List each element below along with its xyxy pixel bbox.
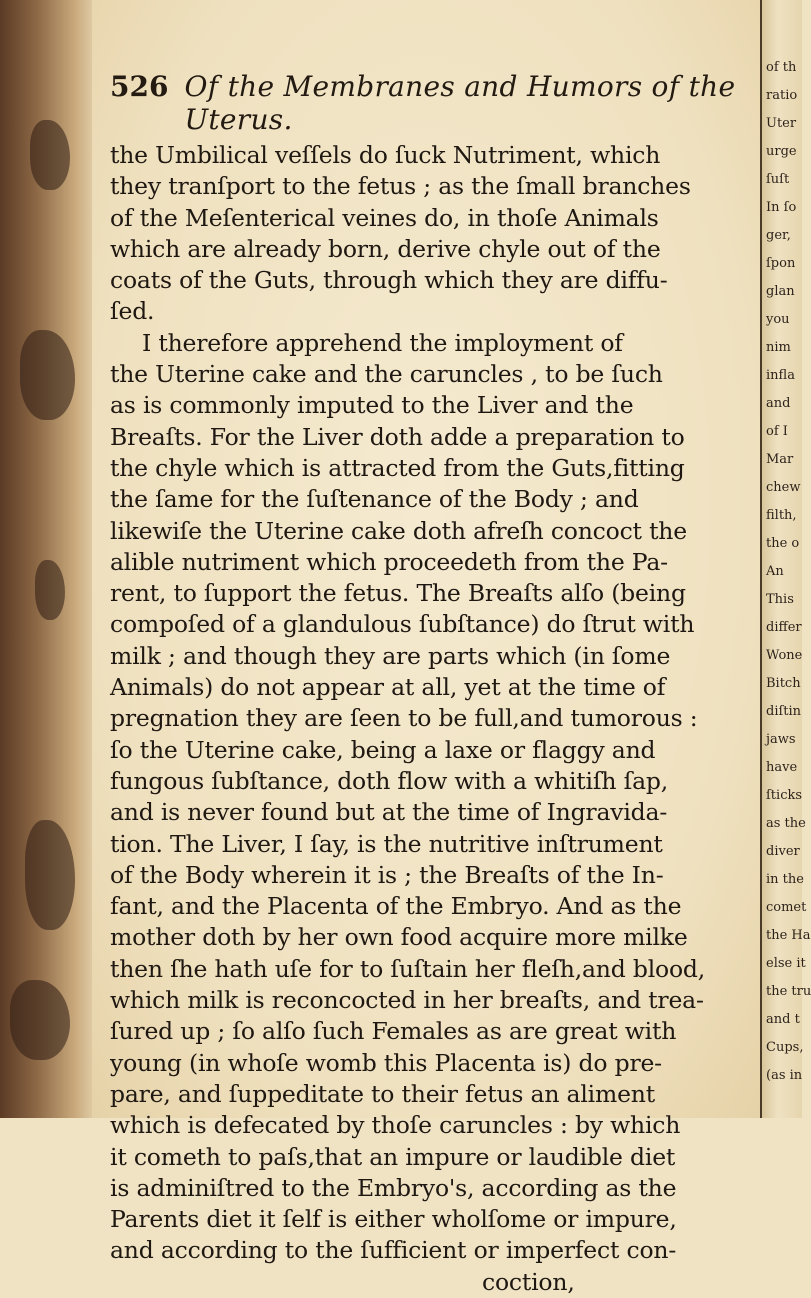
adjacent-page-fragment: in the (766, 872, 804, 887)
adjacent-page-fragment: you (766, 312, 790, 327)
adjacent-page-fragment: glan (766, 284, 795, 299)
page-header (110, 70, 750, 136)
text-line: pregnation they are ſeen to be full,and tumorous : (110, 704, 698, 733)
body-text (110, 140, 750, 1298)
running-title: Of the Membranes and Humors of the Uterus. (184, 70, 736, 136)
adjacent-page-fragment: filth, (766, 508, 797, 523)
text-line: as is commonly imputed to the Liver and the (110, 391, 634, 420)
text-line: alible nutriment which proceedeth from the Pa- (110, 547, 668, 576)
adjacent-page-fragment: of th (766, 60, 797, 75)
adjacent-page-fragment: infla (766, 368, 795, 383)
text-line: coats of the Guts, through which they are diffu- (110, 266, 668, 295)
text-line: Parents diet it ſelf is either wholſome or impure, (110, 1205, 677, 1234)
text-line: and according to the ſufficient or imperfect con- (110, 1236, 677, 1265)
adjacent-page-fragment: diver (766, 844, 800, 859)
adjacent-page-fragment: An (766, 564, 784, 579)
text-line: the Uterine cake and the caruncles , to be ſuch (110, 360, 663, 389)
page-content (110, 70, 750, 1298)
text-line: they tranſport to the fetus ; as the ſmall branches (110, 172, 691, 201)
adjacent-page-fragment: the tru (766, 984, 811, 999)
text-line: ſo the Uterine cake, being a laxe or flaggy and (110, 735, 656, 764)
adjacent-page-fragment: Cups, (766, 1040, 804, 1055)
adjacent-page-strip (760, 0, 811, 1118)
adjacent-page-fragment: In ſo (766, 200, 797, 215)
adjacent-page-fragment: ſticks (766, 788, 803, 803)
adjacent-page-fragment: the Ha (766, 928, 811, 943)
text-line: of the Body wherein it is ; the Breaſts of the In- (110, 860, 664, 889)
adjacent-page-fragment: Uter (766, 116, 797, 131)
text-line: fant, and the Placenta of the Embryo. And as the (110, 892, 682, 921)
text-line: which milk is reconcocted in her breaſts, and trea- (110, 986, 704, 1015)
adjacent-page-fragment: ſpon (766, 256, 796, 271)
text-line: of the Meſenterical veines do, in thoſe Animals (110, 203, 659, 232)
text-line: I therefore apprehend the imployment of (142, 328, 623, 357)
text-line: it cometh to paſs,that an impure or laudible diet (110, 1142, 676, 1171)
text-line: ſed. (110, 297, 155, 326)
adjacent-page-fragment: as the (766, 816, 806, 831)
text-line: is adminiſtred to the Embryo's, according as the (110, 1173, 677, 1202)
text-line: mother doth by her own food acquire more milke (110, 923, 688, 952)
adjacent-page-fragment: the o (766, 536, 800, 551)
text-line: then ſhe hath uſe for to ſuſtain her fleſh,and blood, (110, 954, 706, 983)
adjacent-page-fragment: jaws (766, 732, 796, 747)
text-line: pare, and ſuppeditate to their fetus an aliment (110, 1079, 655, 1108)
text-line: the chyle which is attracted from the Guts,fitting (110, 453, 685, 482)
page-number: 526 (110, 70, 169, 103)
text-line: and is never found but at the time of Ingravida- (110, 798, 668, 827)
text-line: tion. The Liver, I ſay, is the nutritive inſtrument (110, 829, 663, 858)
adjacent-page-fragment: diſtin (766, 704, 802, 719)
text-line: likewiſe the Uterine cake doth afreſh concoct the (110, 516, 687, 545)
left-binding-gutter (0, 0, 100, 1118)
adjacent-page-fragment: (as in (766, 1068, 803, 1083)
adjacent-page-fragment: nim (766, 340, 791, 355)
adjacent-page-fragment: urge (766, 144, 797, 159)
adjacent-page-fragment: Bitch (766, 676, 801, 691)
text-line: rent, to ſupport the fetus. The Breaſts alſo (being (110, 579, 686, 608)
text-line: coction, (482, 1267, 575, 1296)
text-line: milk ; and though they are parts which (in ſome (110, 641, 671, 670)
adjacent-page-fragment: of I (766, 424, 788, 439)
adjacent-page-fragment: differ (766, 620, 802, 635)
text-line: compoſed of a glandulous ſubſtance) do ſtrut with (110, 610, 695, 639)
text-line: the Umbilical veſſels do ſuck Nutriment, which (110, 141, 661, 169)
adjacent-page-fragment: Mar (766, 452, 794, 467)
text-line: which is defecated by thoſe caruncles : by which (110, 1111, 681, 1140)
text-line: fungous ſubſtance, doth flow with a whitiſh ſap, (110, 766, 668, 795)
adjacent-page-fragment: chew (766, 480, 801, 495)
text-line: ſured up ; ſo alſo ſuch Females as are great with (110, 1017, 677, 1046)
adjacent-page-fragment: ger, (766, 228, 791, 243)
adjacent-page-fragment: Wone (766, 648, 803, 663)
adjacent-page-fragment: and (766, 396, 791, 411)
adjacent-page-fragment: comet (766, 900, 807, 915)
adjacent-page-fragment: ſuſt (766, 172, 790, 187)
text-line: which are already born, derive chyle out of the (110, 234, 661, 263)
text-line: Animals) do not appear at all, yet at the time of (110, 673, 666, 702)
text-line: young (in whoſe womb this Placenta is) do pre- (110, 1048, 662, 1077)
adjacent-page-fragment: else it (766, 956, 806, 971)
adjacent-page-fragment: ratio (766, 88, 798, 103)
adjacent-page-fragment: and t (766, 1012, 800, 1027)
text-line: the ſame for the ſuſtenance of the Body ; and (110, 485, 639, 514)
adjacent-page-fragment: have (766, 760, 798, 775)
book-page (92, 0, 760, 1296)
adjacent-page-fragment: This (766, 592, 794, 607)
text-line: Breaſts. For the Liver doth adde a preparation to (110, 422, 685, 451)
